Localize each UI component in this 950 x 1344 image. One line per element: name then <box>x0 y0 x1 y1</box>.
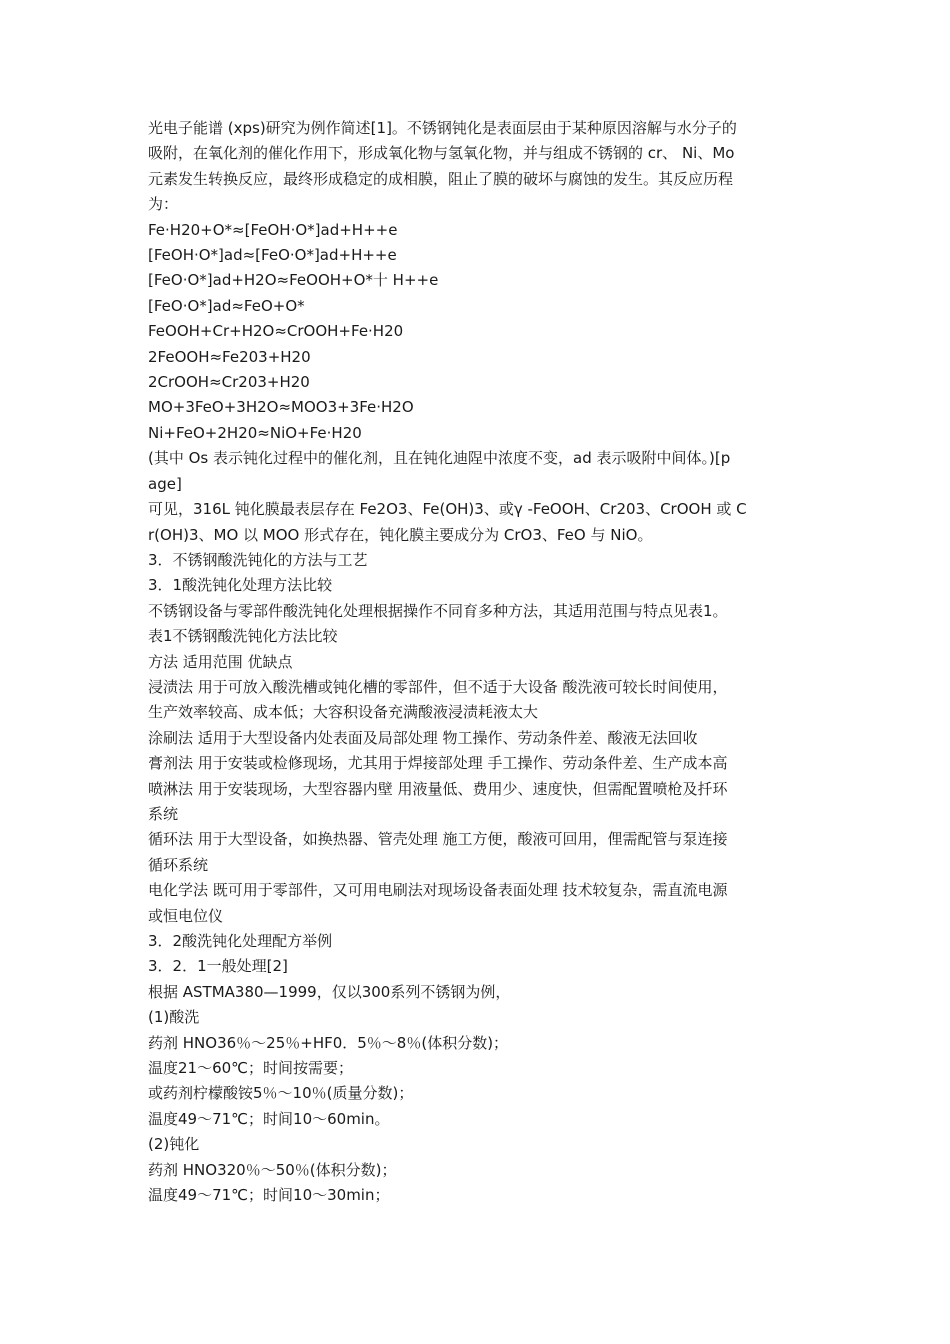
text-line: 根据 ASTMA380—1999，仅以300系列不锈钢为例， <box>148 982 511 1001</box>
table-row-line: 循环系统 <box>148 855 209 874</box>
equation-line: [FeO·O*]ad+H2O≈FeOOH+O*十 H++e <box>148 271 439 290</box>
equation-line: [FeO·O*]ad≈FeO+O* <box>148 296 305 315</box>
text-line: 光电子能谱 (xps)研究为例作简述[1]。不锈钢钝化是表面层由于某种原因溶解与水分子的 <box>148 119 737 137</box>
text-line: 不锈钢设备与零部件酸洗钝化处理根据操作不同育多种方法，其适用范围与特点见表1。 <box>148 601 728 620</box>
table-row-line: 电化学法 既可用于零部件，又可用电刷法对现场设备表面处理 技术较复杂，需直流电源 <box>148 881 728 900</box>
equation-line: Ni+FeO+2H20≈NiO+Fe·H20 <box>148 423 362 442</box>
table-row-line: 或恒电位仪 <box>148 906 224 925</box>
text-line: (1)酸洗 <box>148 1008 200 1027</box>
table-row-line: 系统 <box>148 804 179 823</box>
section-heading: 3．不锈钢酸洗钝化的方法与工艺 <box>148 550 368 569</box>
text-line: 药剂 HNO36％～25％+HF0．5％～8％(体积分数)； <box>148 1033 509 1052</box>
table-caption: 表1不锈钢酸洗钝化方法比较 <box>148 627 338 646</box>
text-line: 可见，316L 钝化膜最表层存在 Fe2O3、Fe(OH)3、或γ -FeOOH、Cr203、CrOOH 或 C <box>148 500 747 519</box>
text-line: 药剂 HNO320％～50％(体积分数)； <box>148 1160 397 1179</box>
text-line: 吸附，在氧化剂的催化作用下，形成氧化物与氢氧化物，并与组成不锈钢的 cr、 Ni、Mo <box>148 144 735 163</box>
text-line: r(OH)3、MO 以 MOO 形式存在，钝化膜主要成分为 CrO3、FeO 与 NiO。 <box>148 525 653 544</box>
text-line: 温度21～60℃；时间按需要； <box>148 1059 354 1078</box>
table-row-line: 喷淋法 用于安装现场，大型容器内壁 用液量低、费用少、速度快，但需配置喷枪及扦环 <box>148 779 728 798</box>
subsection-heading: 3．2．1一般处理[2] <box>148 957 288 976</box>
table-row-line: 循环法 用于大型设备，如换热器、管壳处理 施工方便，酸液可回用，俚需配管与泵连接 <box>148 830 728 849</box>
equation-line: [FeOH·O*]ad≈[FeO·O*]ad+H++e <box>148 246 397 265</box>
table-row-line: 膏剂法 用于安装或检修现场，尤其用于焊接部处理 手工操作、劳动条件差、生产成本高 <box>148 754 728 773</box>
text-line: 温度49～71℃；时间10～60min。 <box>148 1109 390 1128</box>
document-body <box>148 116 804 1208</box>
text-line: 或药剂柠檬酸铵5％～10％(质量分数)； <box>148 1084 414 1103</box>
equation-line: MO+3FeO+3H2O≈MOO3+3Fe·H2O <box>148 398 414 417</box>
table-row-line: 生产效率较高、成本低；大容积设备充满酸液浸渍耗液太大 <box>148 703 539 722</box>
subsection-heading: 3．2酸洗钝化处理配方举例 <box>148 932 333 950</box>
text-line: (其中 Os 表示钝化过程中的催化剂，且在钝化迪陧中浓度不变，ad 表示吸附中间体。)[p <box>148 449 731 468</box>
text-line: 温度49～71℃；时间10～30min； <box>148 1186 390 1205</box>
text-line: 元素发生转换反应，最终形成稳定的成相膜，阻止了膜的破坏与腐蚀的发生。其反应历程 <box>148 169 734 188</box>
equation-line: Fe·H20+O*≈[FeOH·O*]ad+H++e <box>148 220 398 239</box>
subsection-heading: 3．1酸洗钝化处理方法比较 <box>148 576 333 595</box>
equation-line: 2FeOOH≈Fe203+H20 <box>148 347 311 366</box>
table-row-line: 浸渍法 用于可放入酸洗槽或钝化槽的零部件，但不适于大设备 酸洗液可较长时间使用， <box>148 677 728 696</box>
text-line: (2)钝化 <box>148 1135 200 1154</box>
text-line: age] <box>148 474 182 493</box>
equation-line: FeOOH+Cr+H2O≈CrOOH+Fe·H20 <box>148 322 404 341</box>
equation-line: 2CrOOH≈Cr203+H20 <box>148 373 310 392</box>
table-header-line: 方法 适用范围 优缺点 <box>148 652 293 671</box>
text-line: 为： <box>148 195 179 214</box>
table-row-line: 涂刷法 适用于大型设备内处表面及局部处理 物工操作、劳动条件差、酸液无法回收 <box>148 728 698 747</box>
